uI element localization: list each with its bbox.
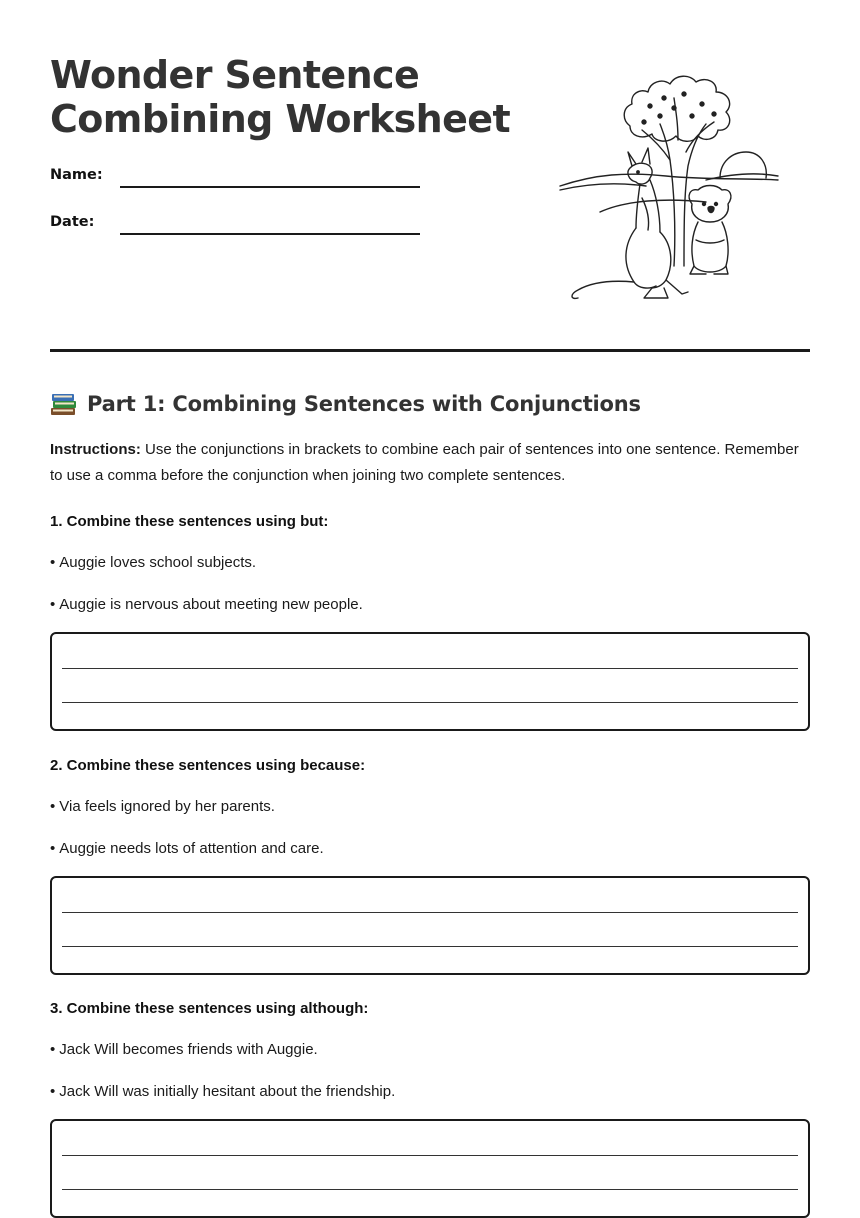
question-title: 2. Combine these sentences using because:	[50, 757, 366, 774]
sentence-item	[50, 839, 324, 859]
header-divider	[50, 349, 810, 352]
date-label: Date:	[50, 214, 95, 230]
worksheet-page	[50, 0, 810, 1100]
name-field[interactable]	[50, 165, 420, 189]
title-line-2: Combining Worksheet	[50, 97, 511, 141]
answer-line[interactable]	[62, 1155, 798, 1156]
kangaroo-koala-tree-illustration	[556, 68, 792, 304]
question-title: 1. Combine these sentences using but:	[50, 513, 329, 530]
sentence-item	[50, 1040, 318, 1060]
part1-title-text: Part 1: Combining Sentences with Conjunctions	[87, 392, 641, 416]
part1-title	[50, 389, 641, 419]
sentence-item	[50, 553, 256, 573]
sentence-text: Auggie loves school subjects.	[59, 554, 257, 571]
answer-line[interactable]	[62, 702, 798, 703]
title-line-1: Wonder Sentence	[50, 53, 420, 97]
sentence-item	[50, 1082, 395, 1102]
answer-line[interactable]	[62, 946, 798, 947]
instructions-text: Use the conjunctions in brackets to combine each pair of sentences into one sentence. Remember to use a comma before the conjunction when joining two complete sentences.	[50, 441, 799, 484]
answer-line[interactable]	[62, 1189, 798, 1190]
sentence-text: Auggie needs lots of attention and care.	[59, 840, 324, 857]
answer-box[interactable]	[50, 876, 810, 975]
date-field[interactable]	[50, 212, 420, 236]
answer-line[interactable]	[62, 668, 798, 669]
sentence-text: Jack Will was initially hesitant about the friendship.	[59, 1083, 396, 1100]
worksheet-header	[50, 0, 810, 352]
date-input-line[interactable]	[120, 233, 420, 235]
bullet: •	[50, 554, 56, 571]
bullet: •	[50, 1041, 56, 1058]
sentence-text: Jack Will becomes friends with Auggie.	[59, 1041, 318, 1058]
sentence-text: Auggie is nervous about meeting new people.	[59, 596, 363, 613]
answer-box[interactable]	[50, 1119, 810, 1218]
bullet: •	[50, 798, 56, 815]
bullet: •	[50, 840, 56, 857]
name-input-line[interactable]	[120, 186, 420, 188]
answer-box[interactable]	[50, 632, 810, 731]
bullet: •	[50, 1083, 56, 1100]
sentence-text: Via feels ignored by her parents.	[59, 798, 275, 815]
instructions	[50, 437, 810, 489]
books-icon	[50, 391, 78, 417]
answer-line[interactable]	[62, 912, 798, 913]
bullet: •	[50, 596, 56, 613]
name-label: Name:	[50, 167, 103, 183]
sentence-item	[50, 595, 363, 615]
question-title: 3. Combine these sentences using although:	[50, 1000, 369, 1017]
instructions-label: Instructions:	[50, 441, 141, 458]
worksheet-title	[50, 53, 510, 141]
sentence-item	[50, 797, 275, 817]
